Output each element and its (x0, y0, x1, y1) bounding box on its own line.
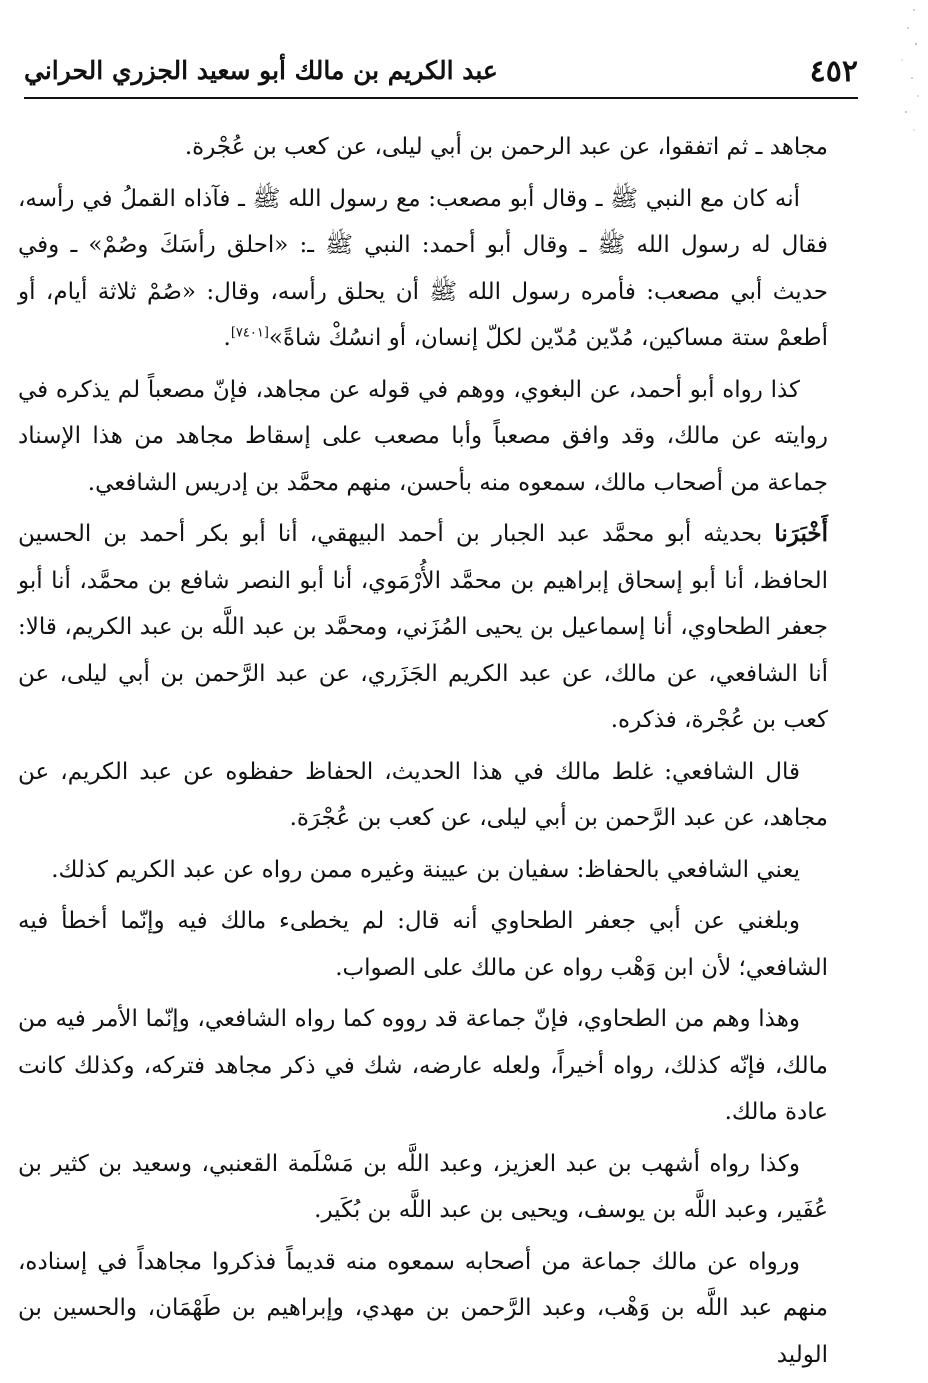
paragraph (18, 1141, 828, 1234)
paragraph-text: قال الشافعي: غلط مالك في هذا الحديث، الحفاظ حفظوه عن عبد الكريم، عن مجاهد، عن عبد الرَّحمن بن أبي ليلى، عن كعب بن عُجْرَة. (18, 758, 828, 831)
paragraph-text: أنه كان مع النبي ﷺ ـ وقال أبو مصعب: مع رسول الله ﷺ ـ فآذاه القملُ في رأسه، فقال له رسول الله ﷺ ـ وقال أبو أحمد: النبي ﷺ ـ: «احلق رأسَكَ وصُمْ» ـ وفي حديث أبي مصعب: فأمره رسول الله ﷺ أن يحلق رأسه، وقال: «صُمْ ثلاثة أيام، أو أطعمْ ستة مساكين، مُدّين مُدّين لكلّ إنسان، أو انسُكْ شاةً» (18, 185, 828, 351)
paragraph (18, 898, 828, 991)
text-body (18, 124, 828, 1383)
paragraph-tail: . (223, 325, 231, 351)
running-title: عبد الكريم بن مالك أبو سعيد الجزري الحراني (24, 56, 498, 85)
page-header (24, 52, 858, 94)
paragraph (18, 124, 828, 171)
paragraph-text: وهذا وهم من الطحاوي، فإنّ جماعة قد رووه كما رواه الشافعي، وإنّما الأمر فيه من مالك، فإنّه كذلك، رواه أخيراً، ولعله عارضه، شك في ذكر مجاهد فتركه، وكذلك كانت عادة مالك. (18, 1006, 828, 1125)
lead-word: أَخْبَرَنا (774, 520, 828, 547)
scan-speckle-decoration (894, 0, 922, 150)
paragraph (18, 1239, 828, 1379)
citation-marker: [٧٤٠١] (230, 325, 269, 341)
paragraph (18, 176, 828, 362)
paragraph-text: وكذا رواه أشهب بن عبد العزيز، وعبد اللَّه بن مَسْلَمة القعنبي، وسعيد بن كثير بن عُفَير، وعبد اللَّه بن يوسف، ويحيى بن عبد اللَّه بن بُكَير. (18, 1150, 828, 1223)
paragraph-text: يعني الشافعي بالحفاظ: سفيان بن عيينة وغيره ممن رواه عن عبد الكريم كذلك. (51, 856, 800, 883)
paragraph-text: وبلغني عن أبي جعفر الطحاوي أنه قال: لم يخطىء مالك فيه وإنّما أخطأ فيه الشافعي؛ لأن ابن وَهْب رواه عن مالك على الصواب. (18, 908, 828, 981)
paragraph (18, 847, 828, 894)
paragraph (18, 367, 828, 507)
paragraph (18, 749, 828, 842)
page-number: ٤٥٢ (809, 54, 858, 89)
header-rule (24, 97, 858, 99)
paragraph (18, 996, 828, 1136)
paragraph-text: مجاهد ـ ثم اتفقوا، عن عبد الرحمن بن أبي ليلى، عن كعب بن عُجْرة. (184, 134, 828, 160)
paragraph (18, 511, 828, 744)
paragraph-text: ورواه عن مالك جماعة من أصحابه سمعوه منه قديماً فذكروا مجاهداً في إسناده، منهم عبد اللَّه بن وَهْب، وعبد الرَّحمن بن مهدي، وإبراهيم بن طَهْمَان، والحسين بن الوليد (18, 1248, 828, 1368)
paragraph-text: كذا رواه أبو أحمد، عن البغوي، ووهم في قوله عن مجاهد، فإنّ مصعباً لم يذكره في روايته عن مالك، وقد وافق مصعباً وأبا مصعب على إسقاط مجاهد من هذا الإسناد جماعة من أصحاب مالك، سمعوه منه بأحسن، منهم محمَّد بن إدريس الشافعي. (18, 376, 828, 496)
paragraph-text: بحديثه أبو محمَّد عبد الجبار بن أحمد البيهقي، أنا أبو بكر أحمد بن الحسين الحافظ، أنا أبو إسحاق إبراهيم بن محمَّد الأُرْمَوي، أنا أبو النصر شافع بن محمَّد، أنا أبو جعفر الطحاوي، أنا إسماعيل بن يحيى المُزَني، ومحمَّد بن عبد اللَّه بن عبد الكريم، قالا: أنا الشافعي، عن مالك، عن عبد الكريم الجَزَري، عن عبد الرَّحمن بن أبي ليلى، عن كعب بن عُجْرة، فذكره. (18, 521, 828, 733)
